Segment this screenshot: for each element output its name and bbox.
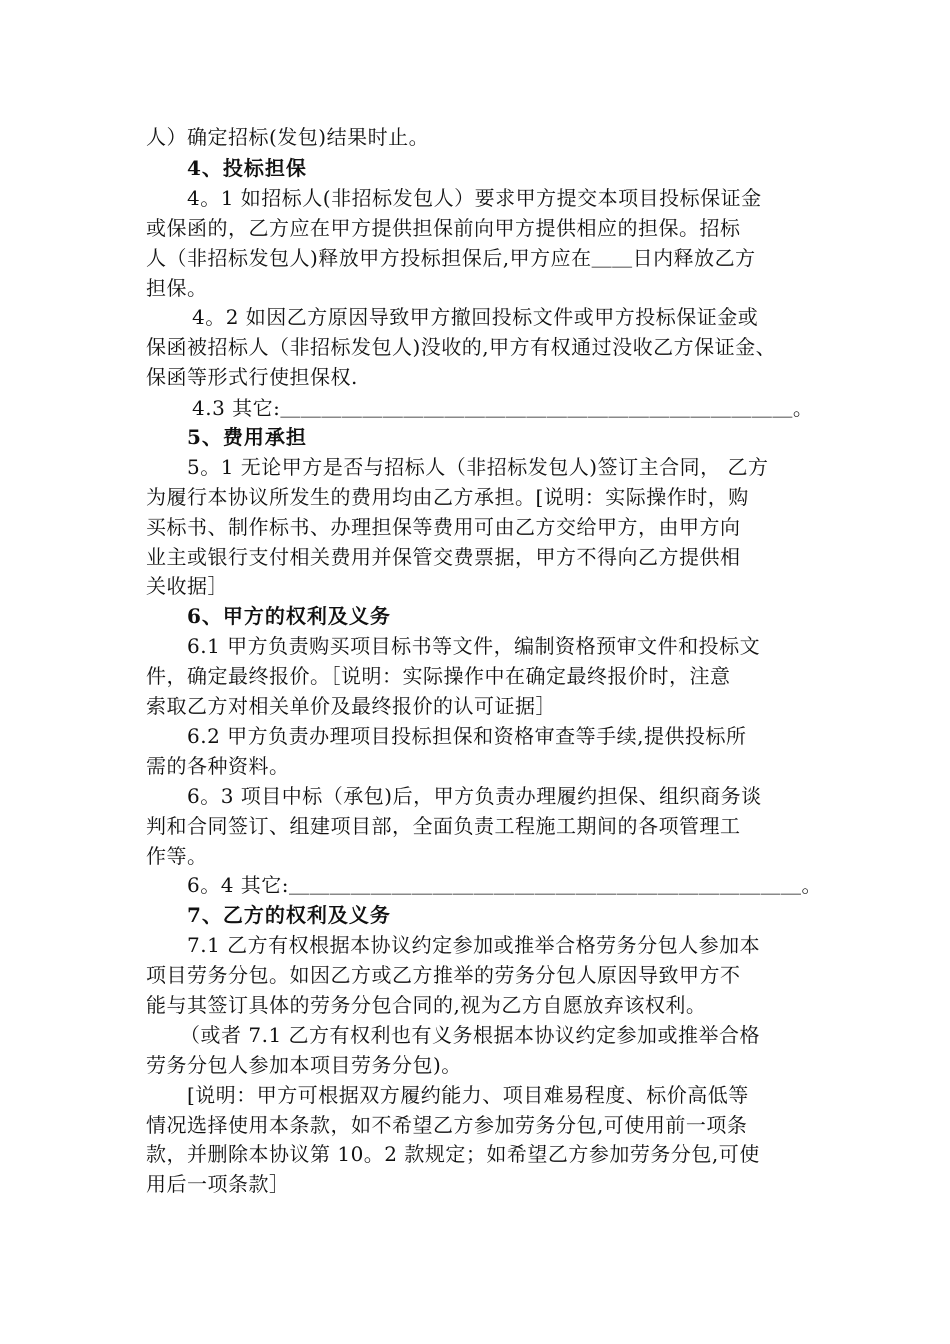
text-line: 用后一项条款］ — [146, 1172, 290, 1196]
section-heading: 6、甲方的权利及义务 — [187, 604, 391, 628]
text-line: 索取乙方对相关单价及最终报价的认可证据］ — [146, 694, 556, 718]
text-line: 件，确定最终报价。［说明：实际操作中在确定最终报价时，注意 — [146, 664, 731, 688]
text-line: 买标书、制作标书、办理担保等费用可由乙方交给甲方，由甲方向 — [146, 515, 741, 539]
section-heading: 7、乙方的权利及义务 — [187, 903, 391, 927]
text-line: 6.2 甲方负责办理项目投标担保和资格审查等手续,提供投标所 — [187, 724, 747, 748]
text-line: 6.1 甲方负责购买项目标书等文件，编制资格预审文件和投标文 — [187, 634, 761, 658]
text-line: 项目劳务分包。如因乙方或乙方推举的劳务分包人原因导致甲方不 — [146, 963, 741, 987]
text-line: 4。2 如因乙方原因导致甲方撤回投标文件或甲方投标保证金或 — [192, 305, 759, 329]
text-line: 担保。 — [146, 276, 208, 300]
text-line: 7.1 乙方有权根据本协议约定参加或推举合格劳务分包人参加本 — [187, 933, 761, 957]
text-line: 保函等形式行使担保权. — [146, 365, 358, 389]
section-heading: 4、投标担保 — [187, 156, 307, 180]
text-line: 为履行本协议所发生的费用均由乙方承担。[说明：实际操作时，购 — [146, 485, 749, 509]
text-line: 人）确定招标(发包)结果时止。 — [146, 125, 430, 149]
text-line: 款，并删除本协议第 10。2 款规定；如希望乙方参加劳务分包,可使 — [146, 1142, 760, 1166]
section-heading: 5、费用承担 — [187, 425, 307, 449]
text-line: 4.3 其它:＿＿＿＿＿＿＿＿＿＿＿＿＿＿＿＿＿＿＿＿＿＿＿＿＿。 — [192, 396, 814, 420]
text-line: 4。1 如招标人(非招标发包人）要求甲方提交本项目投标保证金 — [187, 186, 762, 210]
text-line: 作等。 — [146, 844, 208, 868]
text-line: 能与其签订具体的劳务分包合同的,视为乙方自愿放弃该权利。 — [146, 993, 707, 1017]
text-line: 6。3 项目中标（承包)后，甲方负责办理履约担保、组织商务谈 — [187, 784, 762, 808]
text-line: 人（非招标发包人)释放甲方投标担保后,甲方应在＿＿日内释放乙方 — [146, 246, 756, 270]
text-line: 关收据］ — [146, 574, 228, 598]
text-line: （或者 7.1 乙方有权利也有义务根据本协议约定参加或推举合格 — [180, 1023, 761, 1047]
text-line: 情况选择使用本条款，如不希望乙方参加劳务分包,可使用前一项条 — [146, 1113, 748, 1137]
text-line: 业主或银行支付相关费用并保管交费票据，甲方不得向乙方提供相 — [146, 545, 741, 569]
text-line: 判和合同签订、组建项目部，全面负责工程施工期间的各项管理工 — [146, 814, 741, 838]
text-line: 5。1 无论甲方是否与招标人（非招标发包人)签订主合同， 乙方 — [187, 455, 769, 479]
text-line: 6。4 其它:＿＿＿＿＿＿＿＿＿＿＿＿＿＿＿＿＿＿＿＿＿＿＿＿＿。 — [187, 873, 823, 897]
text-line: 或保函的，乙方应在甲方提供担保前向甲方提供相应的担保。招标 — [146, 216, 741, 240]
text-line: 劳务分包人参加本项目劳务分包)。 — [146, 1053, 462, 1077]
text-line: 需的各种资料。 — [146, 754, 290, 778]
text-line: 保函被招标人（非招标发包人)没收的,甲方有权通过没收乙方保证金、 — [146, 335, 777, 359]
text-line: [说明：甲方可根据双方履约能力、项目难易程度、标价高低等 — [187, 1083, 749, 1107]
